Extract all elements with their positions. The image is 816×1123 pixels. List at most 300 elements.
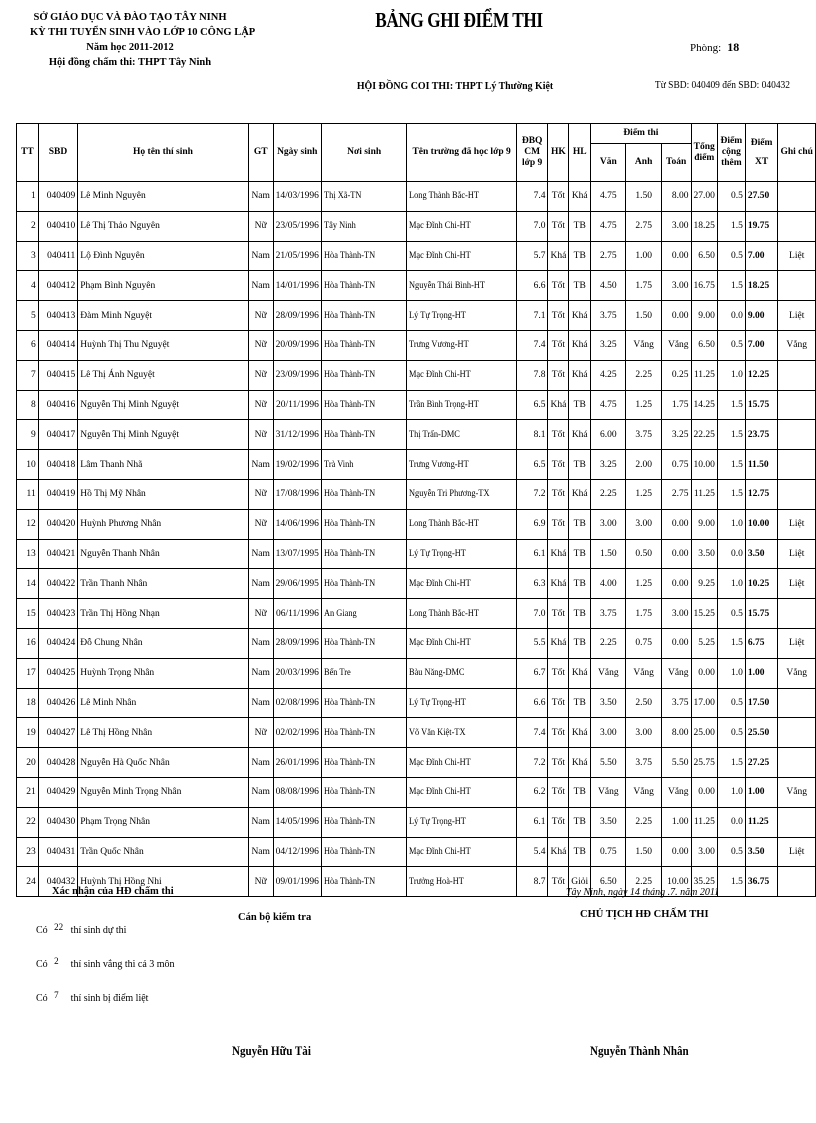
cell-gpa: 6.1 (516, 807, 548, 837)
cell-dob: 14/03/1996 (273, 182, 321, 212)
cell-note (778, 479, 816, 509)
cell-gender: Nam (248, 777, 273, 807)
cell-birthplace: Hòa Thành-TN (321, 301, 406, 331)
cell-toan: Vắng (661, 777, 691, 807)
cell-gpa: 5.4 (516, 837, 548, 867)
cell-toan: 5.50 (661, 748, 691, 778)
cell-dob: 08/08/1996 (273, 777, 321, 807)
cell-tt: 9 (17, 420, 39, 450)
cell-gender: Nữ (248, 330, 273, 360)
cell-anh: Vắng (626, 330, 661, 360)
stat3-count: 7 (54, 990, 59, 1000)
cell-birthplace: Hòa Thành-TN (321, 539, 406, 569)
cell-tt: 21 (17, 777, 39, 807)
cell-note (778, 807, 816, 837)
cell-bonus: 1.5 (717, 271, 745, 301)
th-toan: Toán (661, 144, 691, 182)
cell-total: 18.25 (691, 211, 717, 241)
cell-conduct: Khá (548, 628, 569, 658)
cell-toan: 3.25 (661, 420, 691, 450)
cell-xt: 1.00 (745, 777, 778, 807)
cell-gender: Nữ (248, 479, 273, 509)
cell-name: Nguyễn Thị Minh Nguyệt (78, 390, 248, 420)
stat2-text: thí sinh vắng thi cả 3 môn (70, 959, 175, 970)
th-school: Tên trường đã học lớp 9 (407, 124, 517, 182)
cell-gpa: 6.9 (516, 509, 548, 539)
cell-anh: 1.75 (626, 271, 661, 301)
cell-conduct: Tốt (548, 301, 569, 331)
cell-bonus: 1.0 (717, 777, 745, 807)
cell-xt: 18.25 (745, 271, 778, 301)
cell-gpa: 7.0 (516, 211, 548, 241)
cell-tt: 2 (17, 211, 39, 241)
cell-anh: 1.50 (626, 182, 661, 212)
th-xt-2: XT (755, 156, 769, 167)
cell-dob: 23/09/1996 (273, 360, 321, 390)
cell-conduct: Tốt (548, 748, 569, 778)
cell-conduct: Tốt (548, 479, 569, 509)
cell-gpa: 7.4 (516, 182, 548, 212)
cell-sbd: 040419 (38, 479, 78, 509)
table-row (17, 688, 816, 718)
cell-total: 0.00 (691, 658, 717, 688)
cell-note (778, 390, 816, 420)
table-row (17, 628, 816, 658)
cell-school: Trưng Vương-HT (407, 330, 517, 360)
cell-dob: 29/06/1995 (273, 569, 321, 599)
cell-total: 10.00 (691, 450, 717, 480)
table-row (17, 569, 816, 599)
cell-xt: 15.75 (745, 599, 778, 629)
stat-absent (36, 956, 175, 970)
cell-total: 11.25 (691, 360, 717, 390)
cell-birthplace: An Giang (321, 599, 406, 629)
th-dbq-1: ĐBQ (521, 136, 543, 146)
cell-van: 3.25 (591, 450, 626, 480)
cell-gender: Nam (248, 539, 273, 569)
cell-birthplace: Hòa Thành-TN (321, 807, 406, 837)
table-row (17, 539, 816, 569)
cell-sbd: 040432 (38, 867, 78, 897)
cell-van: 3.00 (591, 509, 626, 539)
cell-tt: 12 (17, 509, 39, 539)
cell-bonus: 1.5 (717, 211, 745, 241)
cell-bonus: 1.0 (717, 658, 745, 688)
cell-school: Mạc Đĩnh Chi-HT (407, 211, 517, 241)
cell-tt: 17 (17, 658, 39, 688)
cell-xt: 1.00 (745, 658, 778, 688)
cell-note (778, 867, 816, 897)
cell-xt: 27.50 (745, 182, 778, 212)
table-row (17, 450, 816, 480)
cell-birthplace: Hòa Thành-TN (321, 241, 406, 271)
cell-anh: Vắng (626, 658, 661, 688)
cell-gpa: 6.2 (516, 777, 548, 807)
cell-dob: 28/09/1996 (273, 628, 321, 658)
cell-xt: 17.50 (745, 688, 778, 718)
cell-academic: Khá (569, 420, 591, 450)
table-row (17, 420, 816, 450)
cell-xt: 11.25 (745, 807, 778, 837)
cell-van: 3.50 (591, 688, 626, 718)
cell-conduct: Tốt (548, 211, 569, 241)
cell-xt: 19.75 (745, 211, 778, 241)
th-sbd: SBD (38, 124, 78, 182)
cell-school: Võ Văn Kiệt-TX (407, 718, 517, 748)
cell-gender: Nam (248, 241, 273, 271)
stat2-count: 2 (54, 956, 59, 966)
cell-sbd: 040411 (38, 241, 78, 271)
cell-total: 16.75 (691, 271, 717, 301)
cell-gpa: 7.8 (516, 360, 548, 390)
th-anh: Anh (626, 144, 661, 182)
cell-bonus: 1.5 (717, 748, 745, 778)
table-row (17, 241, 816, 271)
cell-tt: 6 (17, 330, 39, 360)
cell-van: 6.50 (591, 867, 626, 897)
cell-gpa: 5.7 (516, 241, 548, 271)
cell-dob: 28/09/1996 (273, 301, 321, 331)
cell-anh: 1.50 (626, 837, 661, 867)
cell-academic: Khá (569, 360, 591, 390)
cell-total: 5.25 (691, 628, 717, 658)
cell-academic: TB (569, 450, 591, 480)
cell-gpa: 6.5 (516, 390, 548, 420)
cell-academic: TB (569, 777, 591, 807)
cell-school: Mạc Đĩnh Chi-HT (407, 241, 517, 271)
th-note: Ghi chú (778, 124, 816, 182)
table-row (17, 479, 816, 509)
th-xt (745, 124, 778, 182)
cell-tt: 15 (17, 599, 39, 629)
exam-name: KỲ THI TUYỂN SINH VÀO LỚP 10 CÔNG LẬP (30, 27, 256, 38)
cell-total: 11.25 (691, 807, 717, 837)
cell-xt: 11.50 (745, 450, 778, 480)
cell-conduct: Tốt (548, 718, 569, 748)
cell-total: 9.00 (691, 301, 717, 331)
cell-anh: 2.25 (626, 807, 661, 837)
cell-note (778, 718, 816, 748)
cell-name: Trần Thanh Nhân (78, 569, 248, 599)
cell-xt: 23.75 (745, 420, 778, 450)
cell-van: 1.50 (591, 539, 626, 569)
cell-dob: 26/01/1996 (273, 748, 321, 778)
cell-toan: 3.00 (661, 599, 691, 629)
cell-conduct: Tốt (548, 777, 569, 807)
cell-total: 9.25 (691, 569, 717, 599)
th-dbq-2: CM (524, 147, 541, 157)
cell-name: Lộ Đình Nguyên (78, 241, 248, 271)
cell-note (778, 450, 816, 480)
cell-sbd: 040409 (38, 182, 78, 212)
cell-dob: 19/02/1996 (273, 450, 321, 480)
cell-conduct: Tốt (548, 330, 569, 360)
cell-sbd: 040428 (38, 748, 78, 778)
cell-school: Trưởng Hoà-HT (407, 867, 517, 897)
cell-note: Liệt (778, 241, 816, 271)
cell-note: Liệt (778, 301, 816, 331)
cell-van: 4.25 (591, 360, 626, 390)
cell-school: Nguyễn Thái Bình-HT (407, 271, 517, 301)
cell-gender: Nam (248, 688, 273, 718)
cell-total: 25.75 (691, 748, 717, 778)
cell-bonus: 0.0 (717, 301, 745, 331)
sbd-range: Từ SBD: 040409 đến SBD: 040432 (654, 80, 790, 91)
cell-note: Liệt (778, 837, 816, 867)
cell-van: 3.75 (591, 301, 626, 331)
cell-bonus: 1.0 (717, 569, 745, 599)
cell-note (778, 211, 816, 241)
cell-xt: 12.25 (745, 360, 778, 390)
cell-academic: TB (569, 599, 591, 629)
header-left (30, 10, 256, 70)
cell-tt: 23 (17, 837, 39, 867)
cell-name: Hồ Thị Mỹ Nhân (78, 479, 248, 509)
cell-total: 3.50 (691, 539, 717, 569)
cell-xt: 10.25 (745, 569, 778, 599)
cell-academic: TB (569, 509, 591, 539)
cell-name: Nguyễn Hà Quốc Nhân (78, 748, 248, 778)
cell-toan: 0.00 (661, 301, 691, 331)
cell-academic: TB (569, 569, 591, 599)
cell-gender: Nữ (248, 211, 273, 241)
th-hl: HL (569, 124, 591, 182)
cell-school: Mạc Đĩnh Chi-HT (407, 748, 517, 778)
cell-anh: 1.25 (626, 390, 661, 420)
cell-school: Thị Trấn-DMC (407, 420, 517, 450)
cell-sbd: 040423 (38, 599, 78, 629)
cell-van: 3.25 (591, 330, 626, 360)
cell-gpa: 7.0 (516, 599, 548, 629)
cell-gpa: 6.3 (516, 569, 548, 599)
cell-dob: 02/02/1996 (273, 718, 321, 748)
cell-academic: TB (569, 271, 591, 301)
cell-conduct: Khá (548, 539, 569, 569)
cell-name: Huỳnh Phương Nhân (78, 509, 248, 539)
cell-sbd: 040425 (38, 658, 78, 688)
cell-birthplace: Bến Tre (321, 658, 406, 688)
grading-council: Hội đồng chấm thi: THPT Tây Ninh (48, 57, 212, 68)
cell-anh: 0.75 (626, 628, 661, 658)
cell-van: 4.75 (591, 182, 626, 212)
cell-conduct: Tốt (548, 599, 569, 629)
cell-toan: 0.00 (661, 837, 691, 867)
cell-gpa: 8.7 (516, 867, 548, 897)
stat-failed (36, 990, 148, 1004)
cell-conduct: Khá (548, 241, 569, 271)
cell-xt: 25.50 (745, 718, 778, 748)
cell-van: 2.25 (591, 628, 626, 658)
cell-note: Liệt (778, 569, 816, 599)
cell-name: Lê Minh Nhân (78, 688, 248, 718)
cell-school: Lý Tự Trọng-HT (407, 301, 517, 331)
cell-birthplace: Hòa Thành-TN (321, 837, 406, 867)
page-title: BẢNG GHI ĐIỂM THI (375, 8, 543, 32)
cell-note (778, 748, 816, 778)
cell-birthplace: Hòa Thành-TN (321, 867, 406, 897)
cell-dob: 20/03/1996 (273, 658, 321, 688)
cell-total: 27.00 (691, 182, 717, 212)
cell-academic: TB (569, 390, 591, 420)
cell-dob: 20/11/1996 (273, 390, 321, 420)
cell-anh: 3.00 (626, 718, 661, 748)
cell-conduct: Tốt (548, 658, 569, 688)
cell-academic: Khá (569, 479, 591, 509)
cell-gender: Nam (248, 807, 273, 837)
cell-school: Mạc Đĩnh Chi-HT (407, 628, 517, 658)
cell-name: Lê Minh Nguyên (78, 182, 248, 212)
cell-school: Lý Tự Trọng-HT (407, 807, 517, 837)
cell-academic: Khá (569, 301, 591, 331)
cell-academic: TB (569, 628, 591, 658)
date-line: Tây Ninh, ngày 14 tháng .7. năm 2011 (566, 887, 720, 898)
table-row (17, 211, 816, 241)
score-table (16, 123, 816, 897)
cell-birthplace: Tây Ninh (321, 211, 406, 241)
cell-bonus: 1.5 (717, 867, 745, 897)
cell-note (778, 688, 816, 718)
cell-tt: 16 (17, 628, 39, 658)
cell-sbd: 040417 (38, 420, 78, 450)
cell-tt: 19 (17, 718, 39, 748)
cell-note (778, 599, 816, 629)
cell-sbd: 040410 (38, 211, 78, 241)
th-gt: GT (248, 124, 273, 182)
cell-birthplace: Thị Xã-TN (321, 182, 406, 212)
cell-anh: 2.50 (626, 688, 661, 718)
cell-gender: Nữ (248, 360, 273, 390)
cell-anh: 2.25 (626, 867, 661, 897)
cell-note: Vắng (778, 330, 816, 360)
cell-anh: 2.75 (626, 211, 661, 241)
cell-tt: 22 (17, 807, 39, 837)
cell-bonus: 0.0 (717, 807, 745, 837)
cell-total: 0.00 (691, 777, 717, 807)
cell-toan: 1.00 (661, 807, 691, 837)
cell-bonus: 1.5 (717, 628, 745, 658)
cell-conduct: Tốt (548, 182, 569, 212)
school-year: Năm học 2011-2012 (86, 42, 174, 53)
confirm-title: Xác nhận của HĐ chấm thi (52, 886, 174, 897)
table-row (17, 748, 816, 778)
cell-name: Phạm Bình Nguyên (78, 271, 248, 301)
cell-tt: 13 (17, 539, 39, 569)
cell-gender: Nữ (248, 718, 273, 748)
stat2-prefix: Có (36, 959, 48, 970)
cell-gpa: 7.1 (516, 301, 548, 331)
stat3-prefix: Có (36, 993, 48, 1004)
cell-academic: Khá (569, 658, 591, 688)
cell-van: 4.75 (591, 390, 626, 420)
cell-anh: 3.75 (626, 748, 661, 778)
cell-total: 17.00 (691, 688, 717, 718)
cell-xt: 9.00 (745, 301, 778, 331)
cell-note: Vắng (778, 658, 816, 688)
th-bonus-1: Điểm (720, 136, 743, 146)
cell-toan: 3.00 (661, 271, 691, 301)
stat1-text: thí sinh dự thi (70, 925, 127, 936)
cell-school: Long Thành Bắc-HT (407, 599, 517, 629)
cell-anh: 1.25 (626, 479, 661, 509)
cell-toan: 8.00 (661, 182, 691, 212)
cell-school: Mạc Đĩnh Chi-HT (407, 837, 517, 867)
cell-birthplace: Hòa Thành-TN (321, 688, 406, 718)
cell-name: Lâm Thanh Nhã (78, 450, 248, 480)
cell-bonus: 1.5 (717, 390, 745, 420)
cell-note: Liệt (778, 628, 816, 658)
cell-toan: 0.00 (661, 628, 691, 658)
cell-conduct: Khá (548, 390, 569, 420)
cell-anh: 2.00 (626, 450, 661, 480)
cell-dob: 04/12/1996 (273, 837, 321, 867)
cell-xt: 7.00 (745, 241, 778, 271)
cell-academic: TB (569, 807, 591, 837)
cell-academic: TB (569, 688, 591, 718)
cell-total: 35.25 (691, 867, 717, 897)
cell-van: 5.50 (591, 748, 626, 778)
cell-birthplace: Hòa Thành-TN (321, 479, 406, 509)
cell-total: 6.50 (691, 241, 717, 271)
cell-gpa: 6.6 (516, 688, 548, 718)
cell-gender: Nữ (248, 301, 273, 331)
cell-gender: Nam (248, 628, 273, 658)
cell-total: 3.00 (691, 837, 717, 867)
cell-anh: Vắng (626, 777, 661, 807)
table-row (17, 301, 816, 331)
th-van: Văn (591, 144, 626, 182)
cell-gender: Nữ (248, 509, 273, 539)
cell-conduct: Tốt (548, 360, 569, 390)
th-dbq-3: lớp 9 (522, 158, 543, 168)
room-label: Phòng: (690, 42, 722, 54)
cell-bonus: 0.0 (717, 539, 745, 569)
cell-conduct: Khá (548, 569, 569, 599)
cell-van: 4.75 (591, 211, 626, 241)
table-row (17, 360, 816, 390)
cell-school: Mạc Đĩnh Chi-HT (407, 360, 517, 390)
cell-tt: 4 (17, 271, 39, 301)
cell-dob: 21/05/1996 (273, 241, 321, 271)
chair-title: CHỦ TỊCH HĐ CHẤM THI (580, 909, 709, 920)
cell-dob: 13/07/1995 (273, 539, 321, 569)
cell-bonus: 1.0 (717, 509, 745, 539)
cell-bonus: 0.5 (717, 718, 745, 748)
cell-note (778, 420, 816, 450)
cell-dob: 02/08/1996 (273, 688, 321, 718)
cell-sbd: 040426 (38, 688, 78, 718)
cell-gender: Nam (248, 748, 273, 778)
cell-xt: 27.25 (745, 748, 778, 778)
table-row (17, 807, 816, 837)
department-name: SỞ GIÁO DỤC VÀ ĐÀO TẠO TÂY NINH (33, 12, 227, 23)
cell-xt: 3.50 (745, 539, 778, 569)
cell-anh: 1.50 (626, 301, 661, 331)
cell-total: 22.25 (691, 420, 717, 450)
cell-birthplace: Hòa Thành-TN (321, 718, 406, 748)
table-row (17, 390, 816, 420)
cell-toan: 0.75 (661, 450, 691, 480)
th-name: Họ tên thí sinh (78, 124, 248, 182)
cell-birthplace: Hòa Thành-TN (321, 360, 406, 390)
stat1-count: 22 (54, 922, 64, 932)
th-hk: HK (548, 124, 569, 182)
cell-academic: TB (569, 539, 591, 569)
cell-note (778, 271, 816, 301)
cell-toan: 0.25 (661, 360, 691, 390)
table-row (17, 718, 816, 748)
cell-sbd: 040413 (38, 301, 78, 331)
cell-gender: Nữ (248, 390, 273, 420)
